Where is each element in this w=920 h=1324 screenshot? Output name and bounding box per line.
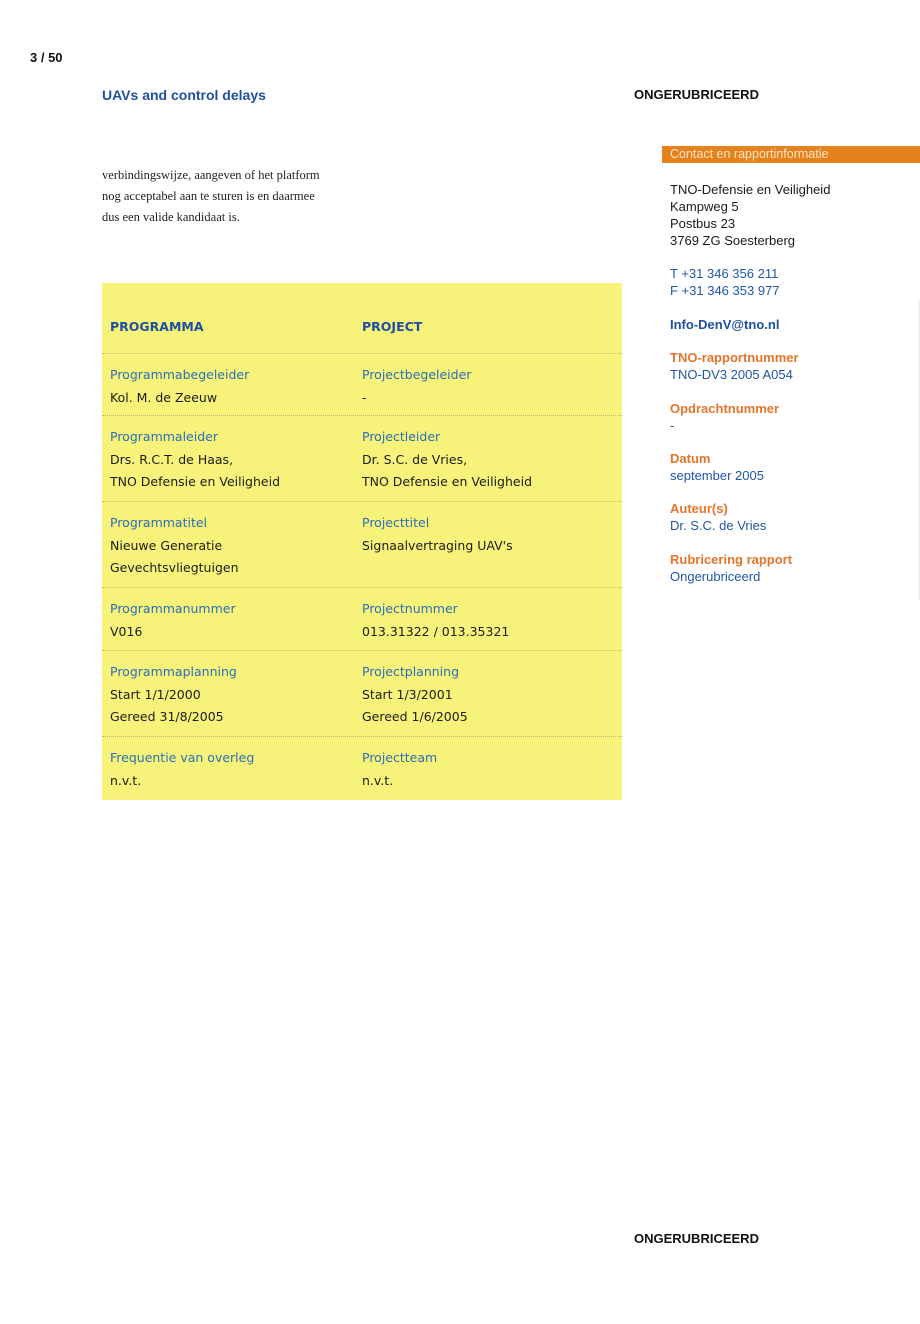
- cell-label: Programmanummer: [110, 601, 236, 616]
- table-cell: [110, 426, 280, 494]
- table-row: [102, 650, 622, 737]
- cell-value: Gereed 31/8/2005: [110, 709, 224, 724]
- cell-value: Gereed 1/6/2005: [362, 709, 468, 724]
- table-row: [102, 736, 622, 801]
- classification-field: [670, 551, 792, 585]
- date-field: [670, 450, 764, 484]
- address-line: Postbus 23: [670, 216, 736, 231]
- abstract-text: [102, 165, 382, 228]
- cell-label: Projectleider: [362, 429, 441, 444]
- field-value: Ongerubriceerd: [670, 569, 761, 584]
- cell-value: 013.31322 / 013.35321: [362, 623, 510, 639]
- page-number: 3 / 50: [30, 50, 63, 65]
- cell-label: Programmaleider: [110, 429, 218, 444]
- contact-phones: [670, 265, 780, 299]
- cell-value: Dr. S.C. de Vries,: [362, 451, 468, 467]
- field-label: Opdrachtnummer: [670, 401, 780, 416]
- contact-email-link[interactable]: Info-DenV@tno.nl: [670, 317, 780, 332]
- field-value: -: [670, 418, 675, 433]
- classification-top: ONGERUBRICEERD: [634, 87, 759, 102]
- cell-value: TNO Defensie en Veiligheid: [110, 474, 281, 489]
- table-row: [102, 501, 622, 588]
- abstract-line: nog acceptabel aan te sturen is en daarmee: [102, 189, 315, 203]
- field-label: Auteur(s): [670, 501, 728, 516]
- table-cell: [110, 661, 237, 729]
- table-cell: [362, 747, 437, 792]
- table-cell: [362, 661, 468, 729]
- cell-label: Programmabegeleider: [110, 367, 250, 382]
- table-cell: [110, 512, 239, 580]
- cell-label: Projectnummer: [362, 601, 458, 616]
- cell-value: Start 1/1/2000: [110, 686, 201, 702]
- cell-value: Signaalvertraging UAV's: [362, 537, 513, 553]
- table-row: [102, 353, 622, 416]
- cell-value: -: [362, 389, 367, 405]
- fax-number: F +31 346 353 977: [670, 283, 780, 298]
- table-cell: [362, 364, 471, 409]
- address-line: Kampweg 5: [670, 199, 739, 214]
- address-line: TNO-Defensie en Veiligheid: [670, 182, 831, 197]
- table-cell: [362, 512, 513, 557]
- table-cell: [362, 598, 509, 643]
- field-value: Dr. S.C. de Vries: [670, 518, 767, 533]
- cell-value: Kol. M. de Zeeuw: [110, 389, 218, 405]
- cell-value: Start 1/3/2001: [362, 686, 453, 702]
- field-value: september 2005: [670, 468, 764, 483]
- author-field: [670, 500, 766, 534]
- cell-label: Programmaplanning: [110, 664, 237, 679]
- cell-value: Nieuwe Generatie: [110, 537, 223, 553]
- programme-project-table: [102, 283, 622, 800]
- cell-value: Drs. R.C.T. de Haas,: [110, 451, 234, 467]
- abstract-line: verbindingswijze, aangeven of het platform: [102, 168, 320, 182]
- address-line: 3769 ZG Soesterberg: [670, 233, 796, 248]
- cell-value: V016: [110, 623, 143, 639]
- table-cell: [110, 747, 254, 792]
- table-cell: [110, 598, 236, 643]
- phone-number: T +31 346 356 211: [670, 266, 779, 281]
- cell-label: Projecttitel: [362, 515, 430, 530]
- field-label: TNO-rapportnummer: [670, 350, 799, 365]
- cell-value: n.v.t.: [110, 772, 142, 788]
- running-title: UAVs and control delays: [102, 87, 266, 103]
- table-row: [102, 587, 622, 651]
- cell-value: TNO Defensie en Veiligheid: [362, 474, 533, 489]
- cell-label: Projectteam: [362, 750, 438, 765]
- cell-label: Programmatitel: [110, 515, 208, 530]
- contact-section-header: Contact en rapportinformatie: [662, 146, 920, 163]
- abstract-line: dus een valide kandidaat is.: [102, 210, 240, 224]
- cell-value: Gevechtsvliegtuigen: [110, 560, 239, 575]
- table-header-project: PROJECT: [362, 319, 423, 334]
- table-cell: [110, 364, 249, 409]
- cell-label: Projectplanning: [362, 664, 460, 679]
- field-label: Datum: [670, 451, 711, 466]
- table-header-programma: PROGRAMMA: [110, 319, 204, 334]
- table-row: [102, 415, 622, 502]
- order-number-field: [670, 400, 779, 434]
- cell-label: Frequentie van overleg: [110, 750, 255, 765]
- classification-bottom: ONGERUBRICEERD: [634, 1231, 759, 1246]
- cell-label: Projectbegeleider: [362, 367, 472, 382]
- field-label: Rubricering rapport: [670, 552, 793, 567]
- report-number-field: [670, 349, 799, 383]
- contact-address: [670, 181, 830, 249]
- field-value: TNO-DV3 2005 A054: [670, 367, 793, 382]
- cell-value: n.v.t.: [362, 772, 394, 788]
- table-cell: [362, 426, 532, 494]
